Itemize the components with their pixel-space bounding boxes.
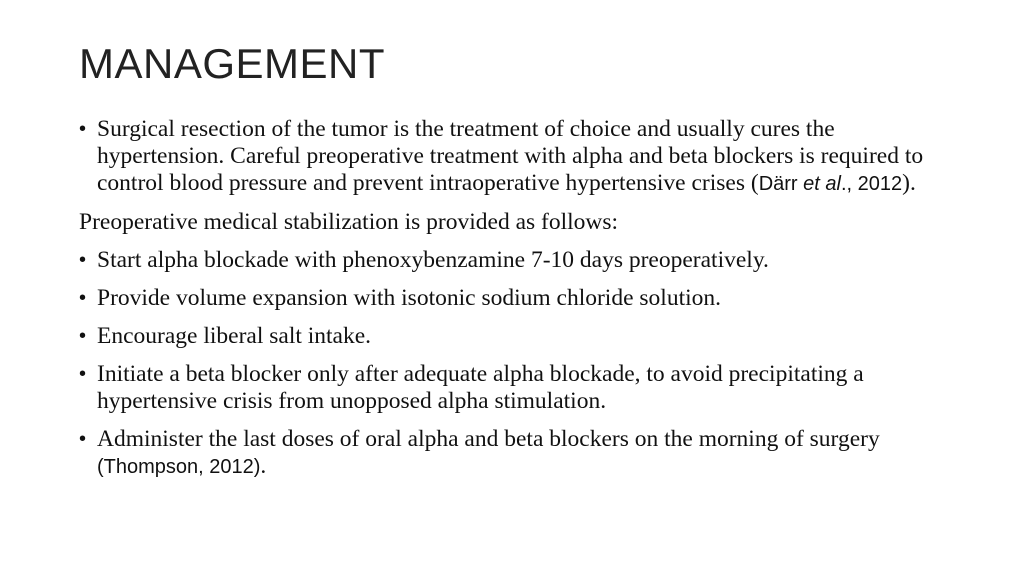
bullet-last-doses [79, 426, 949, 481]
bullet-volume-expansion [79, 285, 949, 312]
citation-year: ., 2012 [840, 173, 903, 195]
citation-author: Därr [758, 173, 804, 195]
citation-darr [759, 173, 902, 195]
bullet-text: Start alpha blockade with phenoxybenzamine 7-10 days preoperatively. [97, 247, 769, 273]
bullet-text: Encourage liberal salt intake. [97, 323, 372, 349]
bullet-dot-icon: • [79, 118, 87, 140]
bullet-dot-icon: • [79, 249, 87, 271]
intro-close: ). [902, 170, 916, 196]
bullet-surgical-resection [79, 116, 949, 198]
intro-text: Surgical resection of the tumor is the treatment of choice and usually cures the hypertension. Careful preoperative treatment with alpha and beta blockers is required to control blood pressure and prevent intraoperative hypertensive crises ( [97, 116, 924, 196]
bullet-salt-intake [79, 323, 949, 350]
final-close: . [260, 453, 267, 479]
bullet-text: Provide volume expansion with isotonic sodium chloride solution. [97, 285, 722, 311]
bullet-text [97, 426, 949, 481]
lead-in-text: Preoperative medical stabilization is provided as follows: [79, 209, 619, 235]
bullet-beta-blocker [79, 361, 949, 415]
citation-etal: et al [803, 173, 841, 195]
bullet-dot-icon: • [79, 325, 87, 347]
bullet-alpha-blockade [79, 247, 949, 274]
citation-thompson: (Thompson, 2012) [97, 456, 261, 478]
final-text: Administer the last doses of oral alpha and beta blockers on the morning of surgery [97, 426, 880, 452]
slide-title: MANAGEMENT [79, 40, 386, 87]
bullet-dot-icon: • [79, 363, 87, 385]
bullet-dot-icon: • [79, 287, 87, 309]
slide-body [79, 116, 949, 492]
bullet-text [97, 116, 949, 198]
bullet-dot-icon: • [79, 428, 87, 450]
bullet-text: Initiate a beta blocker only after adequate alpha blockade, to avoid precipitating a hypertensive crisis from unopposed alpha stimulation. [97, 361, 864, 414]
